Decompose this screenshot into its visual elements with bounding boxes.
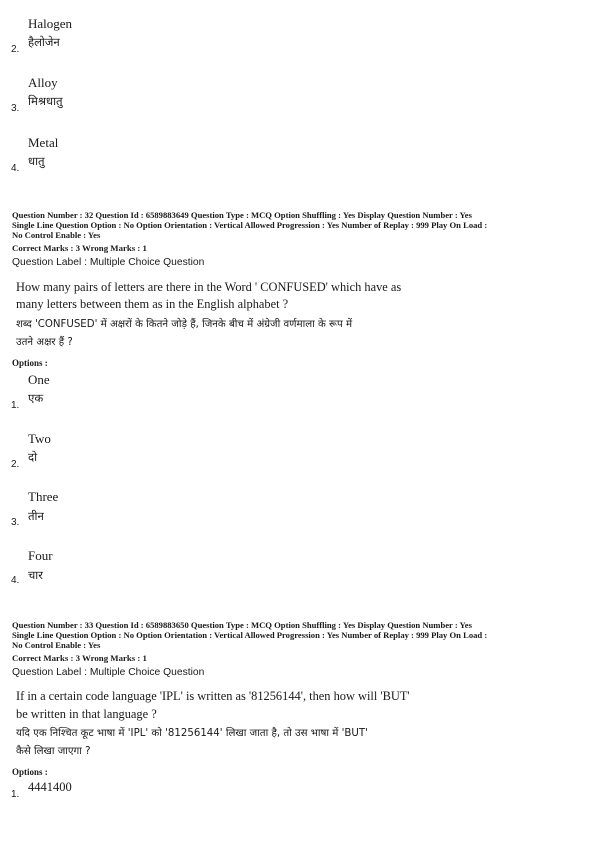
option-text: Three — [28, 489, 59, 504]
question-marks: Correct Marks : 3 Wrong Marks : 1 — [12, 653, 147, 663]
option-hindi-text: मिश्रधातु — [28, 94, 63, 108]
question-text-line: How many pairs of letters are there in the Word ' CONFUSED' which have as — [16, 280, 402, 294]
question-meta-line: No Control Enable : Yes — [12, 640, 101, 650]
option-text: Metal — [28, 135, 59, 150]
option-text: Halogen — [28, 16, 73, 31]
option-number: 2. — [11, 459, 20, 470]
option-hindi-text: तीन — [28, 509, 44, 523]
option-number: 3. — [11, 103, 20, 114]
question-meta-line: No Control Enable : Yes — [12, 230, 101, 240]
question-marks: Correct Marks : 3 Wrong Marks : 1 — [12, 243, 147, 253]
question-hindi-line: शब्द 'CONFUSED' में अक्षरों के कितने जोड़े हैं, जिनके बीच में अंग्रेजी वर्णमाला के रूप में — [16, 319, 353, 330]
question-text-line: many letters between them as in the English alphabet ? — [16, 297, 289, 311]
option-number: 1. — [11, 789, 20, 800]
question-meta-line: Single Line Question Option : No Option Orientation : Vertical Allowed Progression : Yes Number of Replay : 999 Play On Load : — [12, 220, 488, 230]
option-number: 2. — [11, 44, 20, 55]
option-text: Four — [28, 548, 53, 563]
option-number: 4. — [11, 575, 20, 586]
option-hindi-text: धातु — [28, 154, 45, 168]
option-text: 4441400 — [28, 780, 72, 794]
option-hindi-text: एक — [28, 391, 44, 405]
question-text-line: be written in that language ? — [16, 707, 157, 721]
question-label: Question Label : Multiple Choice Question — [12, 257, 205, 268]
question-hindi-line: कैसे लिखा जाएगा ? — [16, 746, 91, 757]
option-hindi-text: हैलोजेन — [28, 35, 60, 49]
option-text: One — [28, 372, 50, 387]
option-hindi-text: चार — [28, 568, 43, 582]
question-meta-line: Single Line Question Option : No Option Orientation : Vertical Allowed Progression : Yes Number of Replay : 999 Play On Load : — [12, 630, 488, 640]
option-number: 3. — [11, 517, 20, 528]
option-number: 1. — [11, 400, 20, 411]
option-text: Two — [28, 431, 51, 446]
options-label: Options : — [12, 767, 48, 777]
option-text: Alloy — [28, 75, 58, 90]
question-label: Question Label : Multiple Choice Question — [12, 667, 205, 678]
options-label: Options : — [12, 358, 48, 368]
question-meta-line: Question Number : 33 Question Id : 6589883650 Question Type : MCQ Option Shuffling : Yes Display Question Number : Yes — [12, 620, 472, 630]
option-number: 4. — [11, 163, 20, 174]
question-text-line: If in a certain code language 'IPL' is written as '81256144', then how will 'BUT' — [16, 689, 410, 703]
question-meta-line: Question Number : 32 Question Id : 6589883649 Question Type : MCQ Option Shuffling : Yes Display Question Number : Yes — [12, 210, 472, 220]
option-hindi-text: दो — [28, 450, 38, 464]
question-hindi-line: उतने अक्षर हैं ? — [16, 337, 73, 348]
question-hindi-line: यदि एक निश्चित कूट भाषा में 'IPL' को '81256144' लिखा जाता है, तो उस भाषा में 'BUT' — [16, 728, 368, 739]
